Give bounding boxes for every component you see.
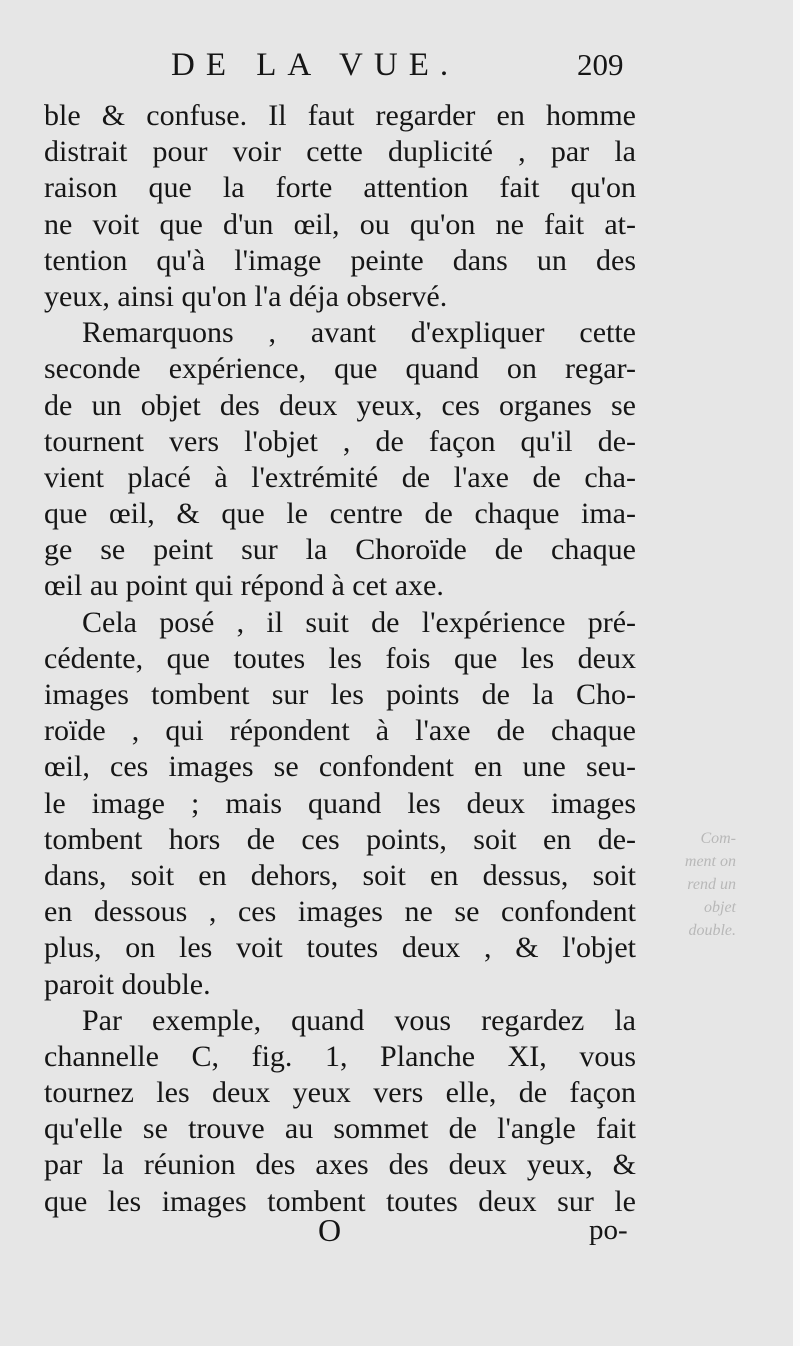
text-line: yeux, ainsi qu'on l'a déja observé. <box>44 279 448 313</box>
text-line: ge se peint sur la Choroïde de chaque <box>44 533 636 567</box>
margin-note-line: Com- <box>700 830 736 847</box>
text-line: le image ; mais quand les deux images <box>44 786 636 820</box>
margin-note-line: double. <box>688 922 736 939</box>
text-line: en dessous , ces images ne se confondent <box>44 895 636 929</box>
text-line: que œil, & que le centre de chaque ima- <box>44 497 636 531</box>
margin-note <box>660 827 736 942</box>
text-line: que les images tombent toutes deux sur le <box>44 1184 636 1218</box>
text-line: ble & confuse. Il faut regarder en homme <box>44 99 636 132</box>
text-line: œil au point qui répond à cet axe. <box>44 569 444 603</box>
text-line: vient placé à l'extrémité de l'axe de cha- <box>44 460 636 494</box>
margin-note-line: objet <box>704 899 736 916</box>
margin-note-line: ment on <box>684 853 736 870</box>
text-line: distrait pour voir cette duplicité , par la <box>44 135 636 169</box>
margin-note-line: rend un <box>687 876 736 893</box>
running-title: DE LA VUE. <box>171 47 460 83</box>
text-line: de un objet des deux yeux, ces organes se <box>44 388 636 422</box>
text-line: tention qu'à l'image peinte dans un des <box>44 243 636 277</box>
text-line: images tombent sur les points de la Cho- <box>44 678 636 711</box>
text-line: roïde , qui répondent à l'axe de chaque <box>44 714 636 748</box>
page-edge <box>793 0 800 1346</box>
paragraph-start-line: Cela posé , il suit de l'expérience pré- <box>82 605 636 639</box>
text-line: tournez les deux yeux vers elle, de façon <box>44 1076 636 1110</box>
paragraph-start-line: Par exemple, quand vous regardez la <box>82 1003 636 1037</box>
paragraph-start-line: Remarquons , avant d'expliquer cette <box>82 316 636 350</box>
text-line: channelle C, fig. 1, Planche XI, vous <box>44 1039 636 1073</box>
text-line: plus, on les voit toutes deux , & l'objet <box>44 931 636 965</box>
text-line: cédente, que toutes les fois que les deux <box>44 641 636 675</box>
text-line: par la réunion des axes des deux yeux, & <box>44 1148 636 1182</box>
body-text <box>44 98 636 1220</box>
catchword: po- <box>589 1214 628 1246</box>
text-line: raison que la forte attention fait qu'on <box>44 171 636 205</box>
text-line: œil, ces images se confondent en une seu- <box>44 750 636 784</box>
text-line: tombent hors de ces points, soit en de- <box>44 822 636 856</box>
text-line: seconde expérience, que quand on regar- <box>44 352 636 386</box>
signature-mark: O <box>318 1212 342 1248</box>
text-line: tournent vers l'objet , de façon qu'il de- <box>44 424 636 458</box>
text-line: qu'elle se trouve au sommet de l'angle fait <box>44 1112 636 1146</box>
text-line: ne voit que d'un œil, ou qu'on ne fait at- <box>44 207 636 241</box>
text-line: dans, soit en dehors, soit en dessus, soit <box>44 858 636 892</box>
page-number: 209 <box>577 47 624 82</box>
page-header <box>0 42 793 88</box>
text-line: paroit double. <box>44 967 211 1001</box>
